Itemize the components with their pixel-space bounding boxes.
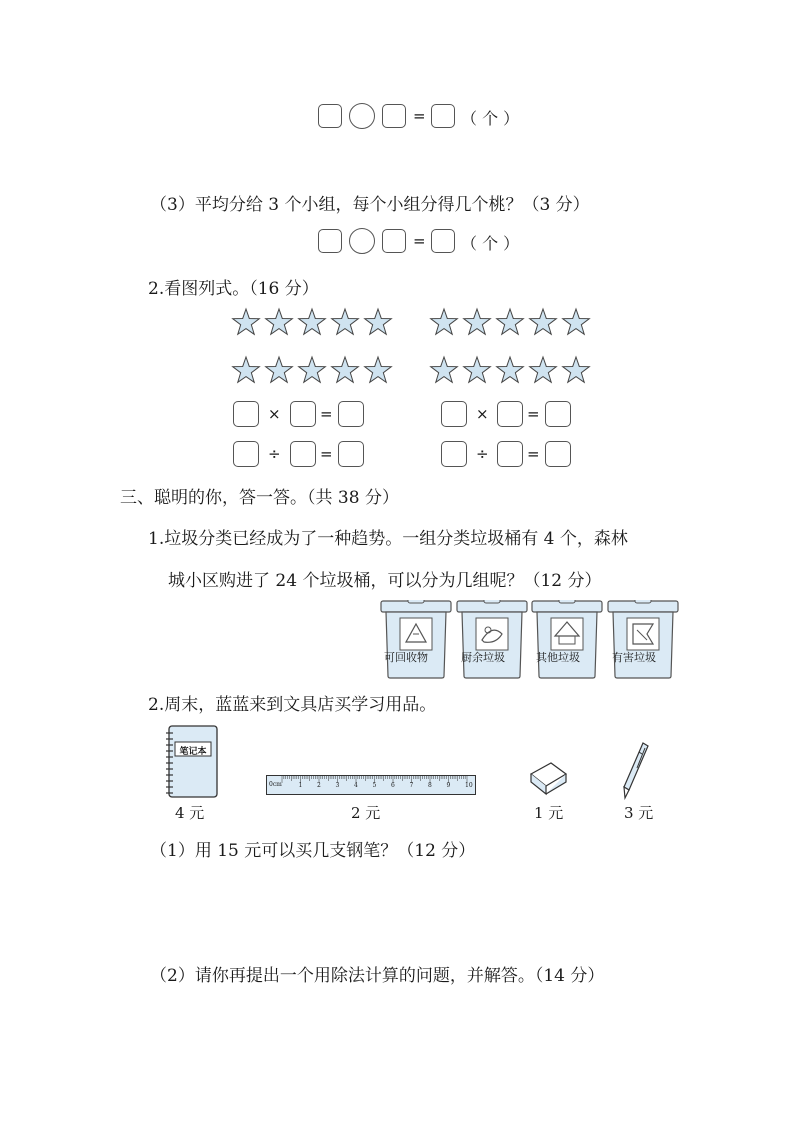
notebook-label: 笔记本: [179, 747, 207, 757]
bin-other: [531, 600, 603, 674]
star-icon: [231, 307, 261, 341]
section-3-q1-line1: 1.垃圾分类已经成为了一种趋势。一组分类垃圾桶有 4 个，森林: [148, 529, 628, 549]
star-icon: [363, 307, 393, 341]
star-icon: [495, 355, 525, 389]
equals-sign: =: [413, 107, 426, 125]
answer-box[interactable]: [497, 401, 523, 427]
answer-box[interactable]: [338, 441, 364, 467]
eraser-image: [527, 760, 569, 796]
star-icon: [495, 307, 525, 341]
answer-box[interactable]: [497, 441, 523, 467]
ruler-tick-label: 5: [372, 782, 377, 789]
star-icon: [528, 355, 558, 389]
star-icon: [462, 355, 492, 389]
answer-box[interactable]: [382, 229, 406, 253]
answer-box[interactable]: [233, 441, 259, 467]
answer-box[interactable]: [431, 229, 455, 253]
ruler-tick-label: 6: [391, 782, 395, 789]
answer-box[interactable]: [441, 401, 467, 427]
answer-box[interactable]: [431, 104, 455, 128]
star-icon: [462, 307, 492, 341]
ruler-tick-label: 9: [446, 782, 451, 789]
divide-sign: ÷: [268, 445, 281, 463]
bin-recyclable: [380, 600, 452, 674]
ruler-tick-label: 8: [428, 782, 432, 789]
price-notebook: 4 元: [175, 804, 205, 822]
operator-circle[interactable]: [349, 103, 375, 129]
answer-box[interactable]: [545, 401, 571, 427]
ruler-tick-label: 4: [354, 782, 358, 789]
notebook-image: [163, 725, 219, 799]
section-3-q2-2: （2）请你再提出一个用除法计算的问题，并解答。（14 分）: [150, 966, 605, 986]
answer-box[interactable]: [290, 401, 316, 427]
ruler-image: [266, 775, 476, 795]
bin-kitchen: [456, 600, 528, 674]
equals-sign: =: [320, 405, 333, 423]
divide-sign: ÷: [476, 445, 489, 463]
star-icon: [561, 355, 591, 389]
question-3-text: （3）平均分给 3 个小组，每个小组分得几个桃？（3 分）: [150, 195, 590, 215]
equals-sign: =: [320, 445, 333, 463]
section-3-q2-1: （1）用 15 元可以买几支钢笔？（12 分）: [150, 841, 476, 861]
answer-box[interactable]: [382, 104, 406, 128]
bin-label: 其他垃圾: [536, 651, 580, 664]
star-icon: [330, 307, 360, 341]
ruler-tick-label: 2: [317, 782, 321, 789]
ruler-tick-label: 1: [298, 782, 303, 789]
times-sign: ×: [476, 405, 489, 423]
star-icon: [561, 307, 591, 341]
ruler-unit: 0cm: [269, 781, 282, 788]
star-icon: [231, 355, 261, 389]
star-icon: [429, 307, 459, 341]
bin-hazardous: [607, 600, 679, 674]
times-sign: ×: [268, 405, 281, 423]
answer-box[interactable]: [290, 441, 316, 467]
bin-label: 可回收物: [384, 651, 428, 664]
ruler-tick-label: 7: [409, 782, 414, 789]
section-3-title: 三、聪明的你，答一答。（共 38 分）: [120, 488, 399, 508]
part-2-title: 2.看图列式。（16 分）: [148, 279, 319, 299]
pen-image: [617, 740, 651, 802]
star-icon: [264, 307, 294, 341]
price-ruler: 2 元: [351, 804, 381, 822]
equals-sign: =: [527, 445, 540, 463]
answer-box[interactable]: [318, 229, 342, 253]
star-icon: [264, 355, 294, 389]
equals-sign: =: [527, 405, 540, 423]
ruler-tick-label: 3: [335, 782, 340, 789]
price-pen: 3 元: [624, 804, 654, 822]
unit-label: （ 个 ）: [461, 234, 520, 253]
bin-label: 有害垃圾: [612, 651, 656, 664]
answer-box[interactable]: [441, 441, 467, 467]
operator-circle[interactable]: [349, 228, 375, 254]
answer-box[interactable]: [233, 401, 259, 427]
answer-box[interactable]: [545, 441, 571, 467]
star-icon: [528, 307, 558, 341]
unit-label: （ 个 ）: [461, 109, 520, 128]
section-3-q1-line2: 城小区购进了 24 个垃圾桶，可以分为几组呢？（12 分）: [168, 571, 602, 591]
answer-box[interactable]: [338, 401, 364, 427]
star-icon: [429, 355, 459, 389]
ruler-tick-label: 10: [465, 782, 473, 789]
price-eraser: 1 元: [534, 804, 564, 822]
section-3-q2-title: 2.周末，蓝蓝来到文具店买学习用品。: [148, 695, 437, 715]
star-icon: [330, 355, 360, 389]
equals-sign: =: [413, 232, 426, 250]
star-icon: [297, 307, 327, 341]
bin-label: 厨余垃圾: [461, 651, 505, 664]
answer-box[interactable]: [318, 104, 342, 128]
star-icon: [297, 355, 327, 389]
star-icon: [363, 355, 393, 389]
